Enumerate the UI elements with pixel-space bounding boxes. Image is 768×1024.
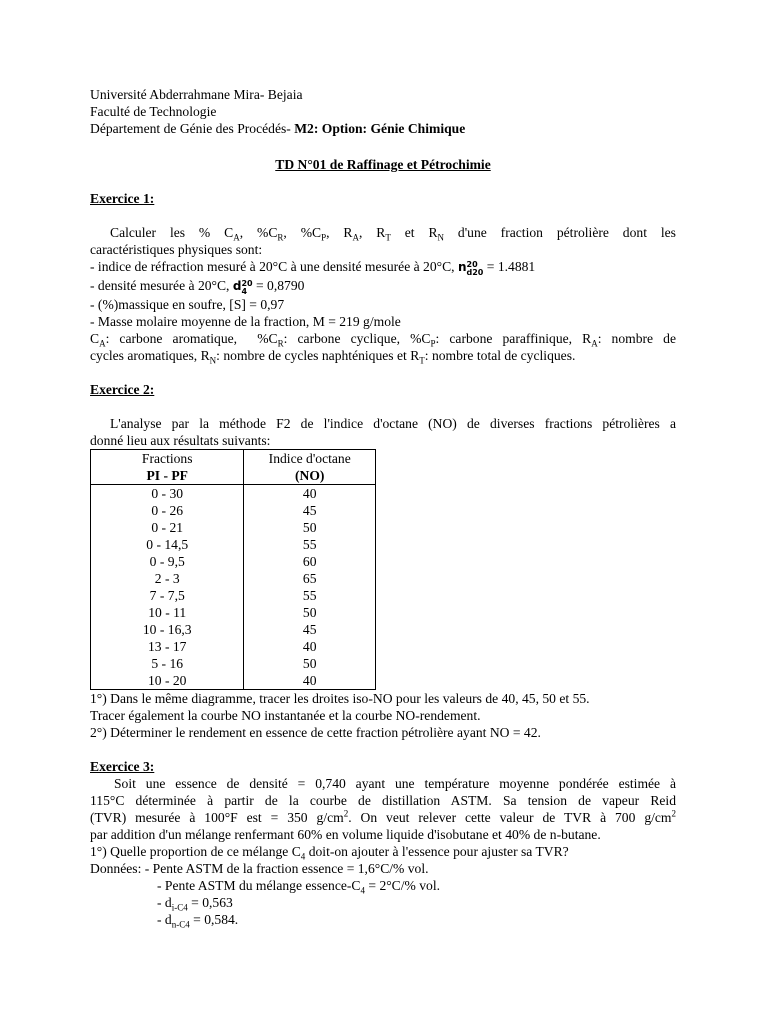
table-row: 0 - 26 45: [91, 502, 376, 519]
col-fractions-header: Fractions: [91, 450, 244, 468]
ex1-def1: $C_A$: carbone aromatique, $\%C_R$: carbone cyclique, $\%C_P$: carbone paraffinique, $R_A$: nombre de: [90, 331, 676, 349]
ex1-line1: Calculer les % $C_A$, $\%C_R$, $\%C_P$, $R_A$, $R_T$ et $R_N$ d'une fraction pétrolière dont les: [110, 225, 676, 243]
faculty-name: Faculté de Technologie: [90, 104, 217, 119]
table-row: 0 - 30 40: [91, 485, 376, 503]
table-row: 2 - 3 65: [91, 570, 376, 587]
table-row: 7 - 7,5 55: [91, 587, 376, 604]
ex3-data2: - Pente ASTM du mélange essence-$C_4 = 2^\circ C/\%$ vol.: [157, 878, 441, 896]
department-line: [90, 120, 676, 137]
ex2-intro1: L'analyse par la méthode F2 de l'indice d'octane (NO) de diverses fractions pétrolières a: [110, 416, 676, 431]
option-name: M2: Option: Génie Chimique: [294, 121, 466, 136]
ex1-item1: - indice de réfraction mesuré à 20°C à une densité mesurée à 20°C, n20 d20 = 1.4881: [90, 259, 536, 277]
ex1-line2: caractéristiques physiques sont:: [90, 242, 263, 257]
document-title: TD N°01 de Raffinage et Pétrochimie: [275, 157, 491, 172]
refractive-index-indices: 20 d20: [466, 260, 484, 277]
ex1-item2: - densité mesurée à 20°C, d20 4 = 0,8790: [90, 278, 305, 296]
ex3-p1: Soit une essence de densité = 0,740 ayant une température moyenne pondérée estimée à: [114, 776, 676, 791]
table-subheader-row: [91, 467, 376, 485]
col-fractions-unit: PI - PF: [91, 467, 244, 485]
density-symbol: d: [232, 279, 242, 293]
col-octane-header: Indice d'octane: [244, 450, 376, 468]
col-octane-unit: (NO): [244, 467, 376, 485]
ex1-item4: - Masse molaire moyenne de la fraction, M = 219 g/mole: [90, 314, 401, 329]
ex3-p4: par addition d'un mélange renfermant 60% en volume liquide d'isobutane et 40% de n-butane.: [90, 827, 601, 842]
refractive-index-symbol: n: [457, 260, 467, 274]
ex2-q1b: Tracer également la courbe NO instantanée et la courbe NO-rendement.: [90, 708, 481, 723]
ex3-p5: 1°) Quelle proportion de ce mélange $C_4$ doit-on ajouter à l'essence pour ajuster sa TVR?: [90, 844, 569, 862]
ex3-p3: (TVR) mesurée à 100°F est = 350 $g/cm^2$. On veut relever cette valeur de TVR à 700 $g/cm^2$: [90, 808, 677, 825]
ex2-intro2: donné lieu aux résultats suivants:: [90, 433, 271, 448]
university-name: Université Abderrahmane Mira- Bejaia: [90, 87, 303, 102]
ex3-data1: Données: - Pente ASTM de la fraction essence = 1,6°C/% vol.: [90, 861, 429, 876]
table-header-row: [91, 450, 376, 468]
ex1-def2: cycles aromatiques, $R_N$: nombre de cycles naphténiques et $R_T$: nombre total de cycliques.: [90, 348, 576, 366]
department-name: Département de Génie des Procédés-: [90, 121, 295, 136]
ex3-data4: - $d_{n-C4} = 0,584$.: [157, 912, 239, 930]
ex3-data3: - $d_{i-C4} = 0,563$: [157, 895, 233, 913]
octane-table: [90, 449, 376, 690]
ex3-heading: Exercice 3:: [90, 759, 155, 774]
table-row: 5 - 16 50: [91, 655, 376, 672]
table-row: 0 - 9,5 60: [91, 553, 376, 570]
table-row: 10 - 11 50: [91, 604, 376, 621]
table-row: 10 - 20 40: [91, 672, 376, 690]
document-page: [90, 86, 676, 928]
table-row: 13 - 17 40: [91, 638, 376, 655]
table-row: 0 - 21 50: [91, 519, 376, 536]
ex1-item3: - (%)massique en soufre, [S] = 0,97: [90, 297, 285, 312]
table-row: 0 - 14,5 55: [91, 536, 376, 553]
table-row: 10 - 16,3 45: [91, 621, 376, 638]
ex3-p2: 115°C déterminée à partir de la courbe de distillation ASTM. Sa tension de vapeur Reid: [90, 793, 676, 808]
ex1-heading: Exercice 1:: [90, 191, 155, 206]
ex2-q2: 2°) Déterminer le rendement en essence de cette fraction pétrolière ayant NO = 42.: [90, 725, 541, 740]
ex2-heading: Exercice 2:: [90, 382, 155, 397]
ex2-q1a: 1°) Dans le même diagramme, tracer les droites iso-NO pour les valeurs de 40, 45, 50 et 55.: [90, 691, 590, 706]
density-indices: 20 4: [241, 279, 253, 296]
